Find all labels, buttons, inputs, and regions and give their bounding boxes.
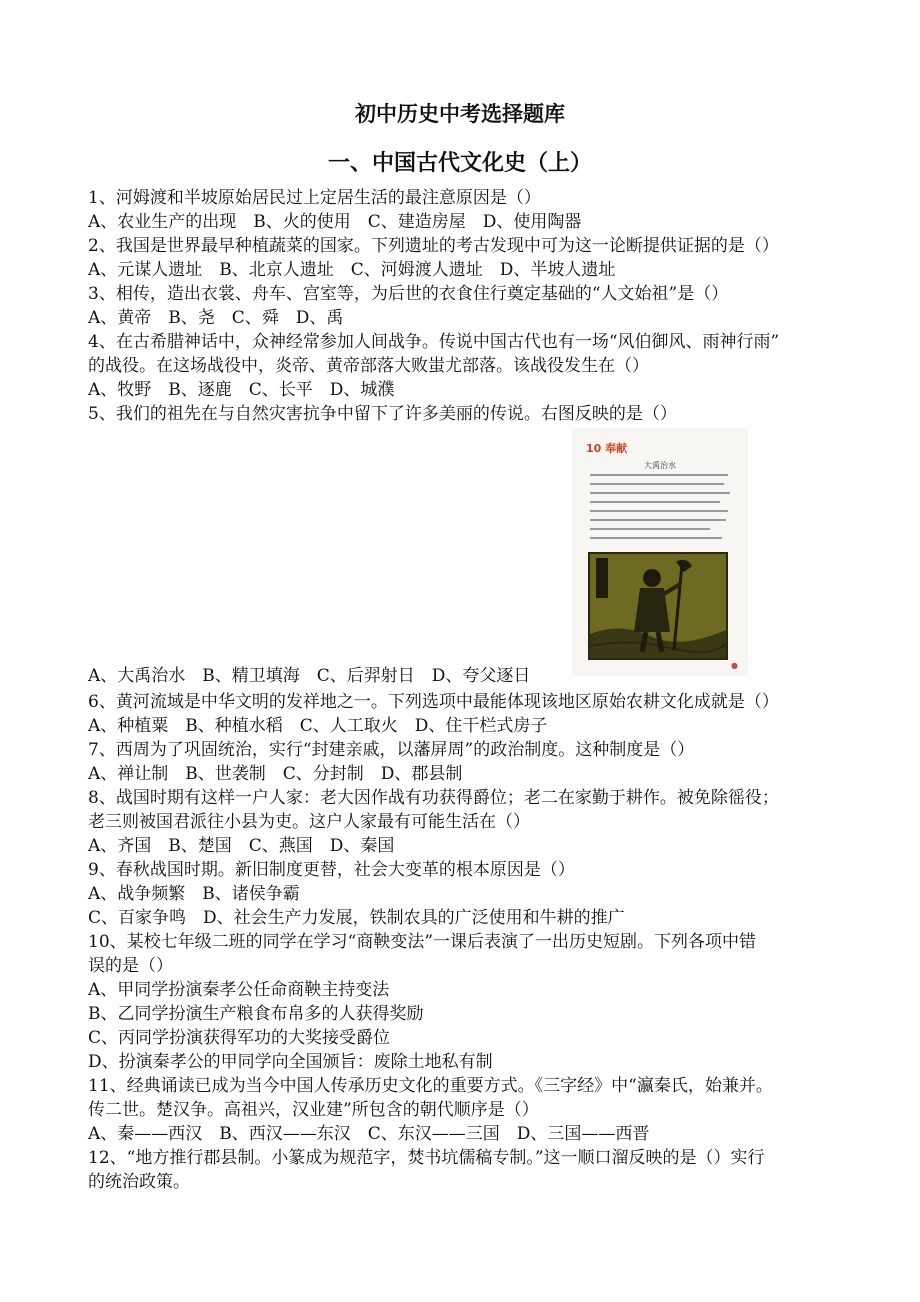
option-line: D、扮演秦孝公的甲同学向全国颁旨：废除土地私有制 [88,1052,493,1072]
option-line: A、牧野 B、逐鹿 C、长平 D、城濮 [88,380,395,400]
question-line: 3、相传，造出衣裳、舟车、宫室等，为后世的衣食住行奠定基础的“人文始祖”是（） [88,284,729,304]
question-line: 9、春秋战国时期。新旧制度更替，社会大变革的根本原因是（） [88,860,575,880]
option-line: A、齐国 B、楚国 C、燕国 D、秦国 [88,836,395,856]
option-line: A、种植粟 B、种植水稻 C、人工取火 D、住干栏式房子 [88,716,548,736]
question-line: 传二世。楚汉争。高祖兴，汉业建”所包含的朝代顺序是（） [88,1100,539,1120]
question-line: 2、我国是世界最早种植蔬菜的国家。下列遗址的考古发现中可为这一论断提供证据的是（） [88,236,779,256]
dayu-figure-image [588,552,728,660]
main-title: 初中历史中考选择题库 [355,101,565,126]
question-line: 的战役。在这场战役中，炎帝、黄帝部落大败蚩尤部落。该战役发生在（） [88,356,649,376]
option-line: A、大禹治水 B、精卫填海 C、后羿射日 D、夸父逐日 [88,666,531,686]
question-line: 12、“地方推行郡县制。小篆成为规范字，焚书坑儒稿专制。”这一顺口溜反映的是（）实行 [88,1148,765,1168]
question-line: 1、河姆渡和半坡原始居民过上定居生活的最注意原因是（） [88,188,541,208]
question-line: 6、黄河流域是中华文明的发祥地之一。下列选项中最能体现该地区原始农耕文化成就是（） [88,692,779,712]
question-line: 老三则被国君派往小县为吏。这户人家最有可能生活在（） [88,812,530,832]
figure-badge: 10 奉献 [586,442,628,455]
section-title: 一、中国古代文化史（上） [327,150,592,176]
option-line: A、秦——西汉 B、西汉——东汉 C、东汉——三国 D、三国——西晋 [88,1124,650,1144]
figure-text-block [590,474,730,546]
question-line: 的统治政策。 [88,1172,190,1192]
option-line: C、丙同学扮演获得军功的大奖接受爵位 [88,1028,391,1048]
option-line: B、乙同学扮演生产粮食布帛多的人获得奖励 [88,1004,424,1024]
dayu-illustration [572,428,748,676]
question-line: 5、我们的祖先在与自然灾害抗争中留下了许多美丽的传说。右图反映的是（） [88,404,677,424]
option-line: A、战争频繁 B、诸侯争霸 [88,884,300,904]
option-line: C、百家争鸣 D、社会生产力发展，铁制农具的广泛使用和牛耕的推广 [88,908,625,928]
figure-page-mark: ● [731,661,738,670]
option-line: A、黄帝 B、尧 C、舜 D、禹 [88,308,344,328]
option-line: A、元谋人遗址 B、北京人遗址 C、河姆渡人遗址 D、半坡人遗址 [88,260,616,280]
question-line: 8、战国时期有这样一户人家：老大因作战有功获得爵位；老二在家勤于耕作。被免除徭役； [88,788,779,808]
question-line: 误的是（） [88,956,173,976]
question-line: 4、在古希腊神话中，众神经常参加人间战争。传说中国古代也有一场“风伯御风、雨神行雨” [88,332,780,352]
question-line: 7、西周为了巩固统治，实行“封建亲戚，以藩屏周”的政治制度。这种制度是（） [88,740,695,760]
option-line: A、农业生产的出现 B、火的使用 C、建造房屋 D、使用陶器 [88,212,582,232]
figure-caption: 大禹治水 [644,461,676,470]
option-line: A、甲同学扮演秦孝公任命商鞅主持变法 [88,980,390,1000]
option-line: A、禅让制 B、世袭制 C、分封制 D、郡县制 [88,764,463,784]
question-line: 11、经典诵读已成为当今中国人传承历史文化的重要方式。《三字经》中“瀛秦氏，始兼并。 [88,1076,773,1096]
question-line: 10、某校七年级二班的同学在学习“商鞅变法”一课后表演了一出历史短剧。下列各项中错 [88,932,757,952]
